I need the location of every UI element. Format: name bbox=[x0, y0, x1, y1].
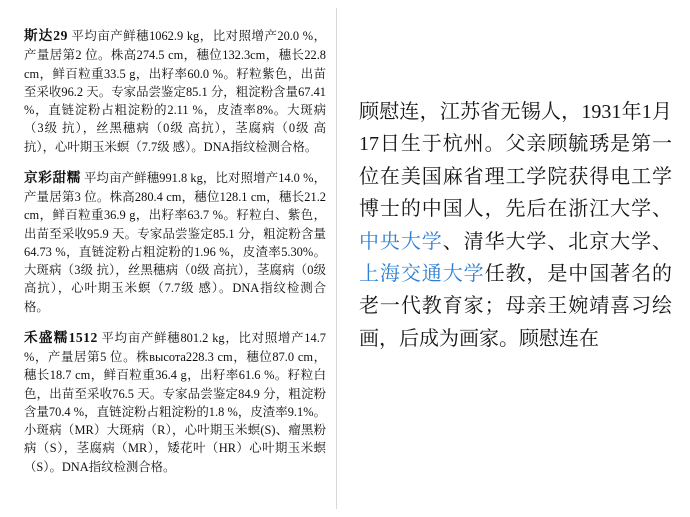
right-text-column bbox=[337, 0, 690, 517]
variety-paragraph bbox=[24, 168, 326, 316]
variety-entry bbox=[24, 168, 326, 316]
link-zhongyang-daxue[interactable]: 中央大学 bbox=[359, 230, 443, 253]
bio-text-segment: 、清华大学、北京大学、 bbox=[442, 230, 673, 253]
variety-description: 平均亩产鲜穗991.8 kg，比对照增产14.0 %，产量居第3 位。株高280.4 cm，穗位128.1 cm，穗长21.2 cm，鲜百粒重36.9 g，出籽率63.7 %。籽粒白、紫色，出苗至采收95.9 天。专家品尝鉴定85.1 分，粗淀粉含量64.73 %，直链淀粉占粗淀粉的1.96 %，皮渣率5.30%。大斑病（3级 抗），丝黑穗病（0级 高抗），茎腐病（0级 高抗），心叶期玉米螟（7.7级 感）。DNA指纹检测合格。 bbox=[24, 171, 326, 314]
variety-description: 平均亩产鲜穗801.2 kg，比对照增产14.7 %，产量居第5 位。株высота228.3 cm，穗位87.0 cm，穗长18.7 cm，鲜百粒重36.4 g，出籽率61.6 %。籽粒白色，出苗至采收76.5 天。专家品尝鉴定84.9 分，粗淀粉含量70.4 %，直链淀粉占粗淀粉的1.8 %，皮渣率9.1%。小斑病（MR）大斑病（R），心叶期玉米螟(S)、瘤黑粉病（S），茎腐病（MR），矮花叶（HR）心叶期玉米螟（S）。DNA指纹检测合格。 bbox=[24, 331, 326, 474]
bio-text-segment: 任教，是中国著名的老一代教育家；母亲王婉靖喜习绘画，后成为画家。顾慰连在 bbox=[359, 262, 673, 350]
link-shanghai-jiaotong-daxue[interactable]: 上海交通大学 bbox=[359, 262, 485, 285]
variety-description: 平均亩产鲜穗1062.9 kg，比对照增产20.0 %，产量居第2 位。株高274.5 cm，穗位132.3cm，穗长22.8 cm，鲜百粒重33.5 g，出籽率60.0 %。籽粒紫色，出苗至采收96.2 天。专家品尝鉴定85.1 分，粗淀粉含量67.41 %，直链淀粉占粗淀粉的2.11 %，皮渣率8%。大斑病（3级 抗），丝黑穗病（0级 高抗），茎腐病（0级 高抗），心叶期玉米螟（7.7级 感）。DNA指纹检测合格。 bbox=[24, 29, 327, 154]
variety-paragraph bbox=[24, 328, 326, 476]
variety-entry bbox=[24, 328, 326, 476]
variety-name: 斯达29 bbox=[24, 28, 68, 44]
left-text-column bbox=[0, 0, 336, 517]
variety-entry bbox=[24, 26, 326, 155]
variety-name: 京彩甜糯 bbox=[24, 170, 81, 186]
bio-text-segment: 顾慰连，江苏省无锡人，1931年1月17日生于杭州。父亲顾毓琇是第一位在美国麻省理工学院获得电工学博士的中国人，先后在浙江大学、 bbox=[359, 101, 672, 221]
biography-paragraph bbox=[359, 96, 672, 355]
variety-paragraph bbox=[24, 26, 326, 155]
variety-name: 禾盛糯1512 bbox=[24, 330, 98, 346]
